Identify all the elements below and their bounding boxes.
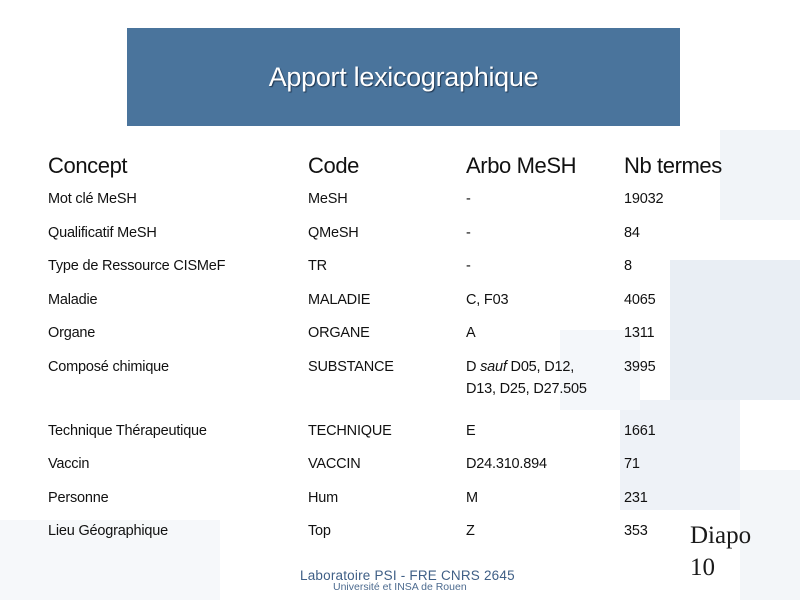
table-row xyxy=(48,449,754,483)
arbo-prefix: D xyxy=(466,358,481,375)
table-row xyxy=(48,218,754,252)
cell-arbo: - xyxy=(466,191,471,207)
cell-arbo xyxy=(466,352,624,416)
header-code: Code xyxy=(308,153,359,178)
title-banner xyxy=(127,28,680,126)
cell-nb: 4065 xyxy=(624,291,656,308)
cell-code: QMeSH xyxy=(308,224,359,241)
header-concept: Concept xyxy=(48,153,128,178)
table-row xyxy=(48,184,754,218)
arbo-italic-sauf: sauf xyxy=(480,358,507,375)
table-row xyxy=(48,416,754,450)
table-header-row xyxy=(48,148,754,184)
table-row xyxy=(48,483,754,517)
slide-number-label: Diapo xyxy=(690,522,752,549)
cell-arbo: D24.310.894 xyxy=(466,456,547,472)
cell-concept: Technique Thérapeutique xyxy=(48,422,207,439)
cell-code: VACCIN xyxy=(308,456,361,472)
cell-nb: 1661 xyxy=(624,422,656,439)
table-row xyxy=(48,285,754,319)
footer-lab-credit xyxy=(300,568,515,593)
arbo-rest: D05, D12, xyxy=(506,358,575,375)
header-nb-termes: Nb termes xyxy=(624,153,722,178)
arbo-line2: D13, D25, D27.505 xyxy=(466,380,587,397)
cell-concept: Qualificatif MeSH xyxy=(48,224,157,241)
cell-nb: 71 xyxy=(624,456,640,472)
cell-arbo: E xyxy=(466,422,476,439)
cell-concept: Type de Ressource CISMeF xyxy=(48,258,226,274)
cell-arbo: Z xyxy=(466,523,475,539)
cell-nb: 3995 xyxy=(624,358,656,375)
cell-nb: 231 xyxy=(624,489,648,506)
cell-arbo: M xyxy=(466,489,478,506)
cell-nb: 19032 xyxy=(624,191,664,207)
slide-number xyxy=(690,520,751,584)
cell-code: Hum xyxy=(308,489,339,506)
cell-concept: Organe xyxy=(48,325,96,341)
cell-arbo: C, F03 xyxy=(466,291,509,308)
cell-code: TR xyxy=(308,258,327,274)
slide-title: Apport lexicographique xyxy=(268,61,539,92)
cell-code: SUBSTANCE xyxy=(308,358,394,375)
cell-code: MALADIE xyxy=(308,291,371,308)
cell-nb: 1311 xyxy=(624,325,655,341)
cell-concept: Composé chimique xyxy=(48,358,169,375)
cell-nb: 84 xyxy=(624,224,640,241)
cell-code: Top xyxy=(308,523,331,539)
cell-concept: Vaccin xyxy=(48,456,90,472)
footer-lab-name: Laboratoire PSI - FRE CNRS 2645 xyxy=(300,568,515,583)
cell-nb: 353 xyxy=(624,523,648,539)
footer-university: Université et INSA de Rouen xyxy=(333,581,467,593)
header-arbo-mesh: Arbo MeSH xyxy=(466,153,577,178)
cell-code: ORGANE xyxy=(308,325,370,341)
table-row xyxy=(48,251,754,285)
cell-arbo: A xyxy=(466,325,476,341)
cell-nb: 8 xyxy=(624,258,632,274)
cell-code: TECHNIQUE xyxy=(308,422,392,439)
cell-concept: Lieu Géographique xyxy=(48,523,168,539)
cell-arbo: - xyxy=(466,258,471,274)
cell-code: MeSH xyxy=(308,191,348,207)
cell-arbo: - xyxy=(466,224,471,241)
table-row xyxy=(48,352,754,416)
cell-concept: Mot clé MeSH xyxy=(48,191,137,207)
table-row xyxy=(48,318,754,352)
table-row xyxy=(48,516,754,550)
cell-concept: Maladie xyxy=(48,291,98,308)
cell-concept: Personne xyxy=(48,489,109,506)
lexicography-table xyxy=(48,148,754,550)
slide-number-value: 10 xyxy=(690,554,715,581)
